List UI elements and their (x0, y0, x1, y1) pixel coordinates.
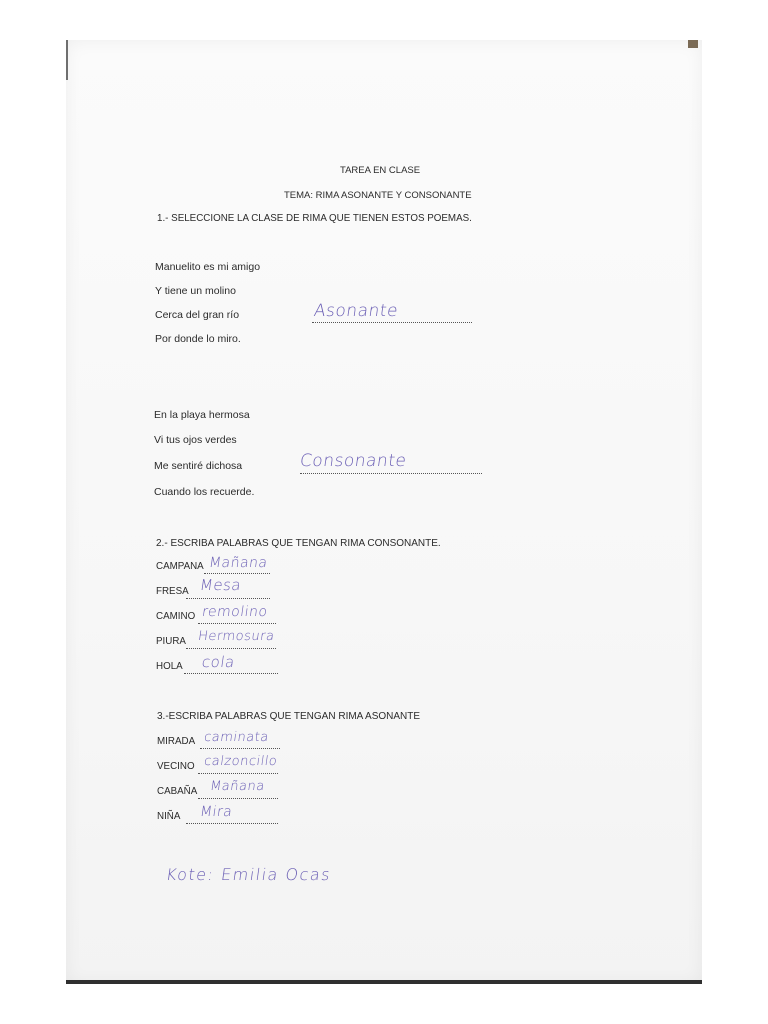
section2-word-2: FRESA (156, 586, 189, 597)
section3-line-2 (198, 772, 278, 774)
student-signature: Kote: Emilia Ocas (164, 865, 333, 884)
section3-line-1 (200, 747, 280, 749)
page-title: TAREA EN CLASE (340, 165, 421, 176)
poem1-line-1: Manuelito es mi amigo (155, 261, 261, 273)
poem1-line-3: Cerca del gran río (155, 309, 240, 321)
section2-answer-4: Hermosura (197, 629, 276, 644)
section2-instruction: 2.- ESCRIBA PALABRAS QUE TENGAN RIMA CONSONANTE. (156, 538, 441, 549)
section2-answer-3: remolino (200, 604, 269, 620)
section2-line-1 (204, 572, 270, 574)
corner-mark (688, 40, 698, 48)
section3-answer-1: caminata (203, 730, 270, 745)
section2-line-3 (198, 622, 276, 624)
poem2-line-3: Me sentiré dichosa (154, 460, 243, 472)
poem1-line-4: Por donde lo miro. (155, 333, 241, 345)
poem2-answer-line (300, 472, 482, 474)
section2-line-2 (186, 597, 270, 599)
section3-word-4: NIÑA (157, 811, 181, 822)
poem2-line-2: Vi tus ojos verdes (154, 434, 237, 446)
section2-answer-5: cola (200, 653, 237, 671)
poem2-answer: Consonante (298, 451, 408, 471)
section2-answer-2: Mesa (198, 576, 243, 594)
page-topic: TEMA: RIMA ASONANTE Y CONSONANTE (284, 190, 472, 201)
section2-answer-1: Mañana (207, 555, 269, 571)
section2-word-4: PIURA (156, 636, 186, 647)
section3-line-4 (186, 822, 278, 824)
poem1-answer-line (312, 321, 472, 323)
section3-line-3 (198, 797, 278, 799)
section2-line-4 (186, 647, 276, 649)
section3-word-2: VECINO (157, 761, 195, 772)
section2-word-5: HOLA (156, 661, 183, 672)
paper-edge-bottom (66, 980, 702, 984)
poem2-line-4: Cuando los recuerde. (154, 486, 255, 498)
section3-answer-3: Mañana (209, 779, 266, 794)
section3-word-3: CABAÑA (157, 786, 198, 797)
section3-answer-2: calzoncillo (203, 754, 279, 769)
poem1-answer: Asonante (312, 301, 400, 321)
section2-word-1: CAMPANA (156, 561, 204, 572)
section2-word-3: CAMINO (156, 611, 196, 622)
section3-answer-4: Mira (198, 804, 234, 820)
section1-instruction: 1.- SELECCIONE LA CLASE DE RIMA QUE TIENEN ESTOS POEMAS. (157, 213, 472, 224)
section3-instruction: 3.-ESCRIBA PALABRAS QUE TENGAN RIMA ASONANTE (157, 711, 421, 722)
poem2-line-1: En la playa hermosa (154, 409, 250, 421)
section3-word-1: MIRADA (157, 736, 196, 747)
section2-line-5 (184, 672, 278, 674)
worksheet-paper (66, 40, 702, 984)
poem1-line-2: Y tiene un molino (155, 285, 236, 297)
paper-edge-left (66, 40, 68, 80)
